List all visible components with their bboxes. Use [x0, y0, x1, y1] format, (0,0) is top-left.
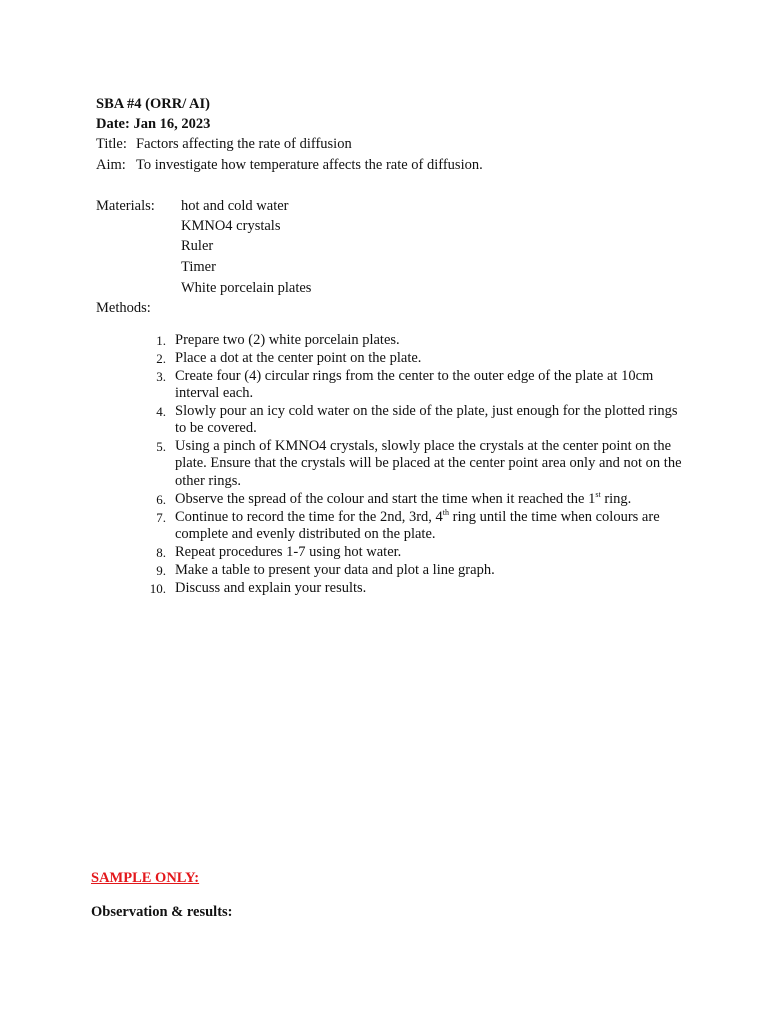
step-text-part: Observe the spread of the colour and start the time when it reached the 1	[175, 490, 596, 507]
method-step	[148, 403, 688, 438]
step-text	[175, 509, 660, 542]
step-text: Using a pinch of KMNO4 crystals, slowly place the crystals at the center point on the plate. Ensure that the crystals will be placed at the center point area only and not on the other rings.	[175, 438, 682, 489]
step-text: Place a dot at the center point on the plate.	[175, 349, 422, 366]
sba-heading: SBA #4 (ORR/ AI)	[96, 96, 211, 112]
step-text	[175, 491, 631, 507]
step-text-part: Continue to record the time for the 2nd, 3rd, 4	[175, 508, 443, 525]
aim-line	[96, 155, 483, 175]
method-step	[148, 438, 688, 490]
materials-label: Materials:	[96, 198, 155, 214]
observation-results-heading: Observation & results:	[91, 904, 233, 920]
title-value: Factors affecting the rate of diffusion	[136, 136, 352, 152]
material-item: hot and cold water	[181, 198, 289, 214]
material-item: Timer	[181, 259, 216, 275]
material-item: Ruler	[181, 238, 214, 254]
step-text: Slowly pour an icy cold water on the side of the plate, just enough for the plotted rings to be covered.	[175, 402, 678, 437]
aim-value: To investigate how temperature affects the rate of diffusion.	[136, 157, 483, 173]
methods-label: Methods:	[96, 300, 151, 316]
method-step	[148, 509, 688, 544]
step-text: Create four (4) circular rings from the center to the outer edge of the plate at 10cm interval each.	[175, 367, 654, 402]
ordinal-superscript: st	[595, 489, 601, 499]
aim-label: Aim:	[96, 157, 126, 173]
method-step	[148, 332, 688, 349]
step-text: Discuss and explain your results.	[175, 579, 367, 596]
step-number: 7.	[156, 509, 166, 525]
method-step	[148, 580, 688, 597]
material-item: White porcelain plates	[181, 280, 312, 296]
step-number: 3.	[156, 368, 166, 384]
step-text: Prepare two (2) white porcelain plates.	[175, 332, 400, 348]
method-step	[148, 491, 688, 508]
method-step	[148, 544, 688, 561]
method-step	[148, 562, 688, 579]
step-number: 10.	[149, 580, 166, 596]
step-number: 5.	[156, 439, 166, 455]
title-label: Title:	[96, 136, 127, 152]
step-number: 2.	[156, 350, 166, 366]
method-step	[148, 350, 688, 367]
material-item: KMNO4 crystals	[181, 218, 281, 234]
step-text-part: ring.	[600, 490, 632, 507]
step-text-part: ring until the time when colours are complete and evenly distributed on the plate.	[175, 508, 660, 542]
ordinal-superscript: th	[442, 507, 450, 517]
methods-list	[148, 332, 688, 597]
step-text: Repeat procedures 1-7 using hot water.	[175, 543, 402, 560]
step-number: 9.	[156, 562, 166, 578]
title-line	[96, 134, 352, 154]
sample-only-label: SAMPLE ONLY:	[91, 870, 200, 886]
date-heading: Date: Jan 16, 2023	[96, 116, 211, 132]
step-number: 1.	[156, 333, 166, 348]
method-step	[148, 368, 688, 403]
step-text: Make a table to present your data and plot a line graph.	[175, 561, 495, 578]
step-number: 6.	[156, 491, 166, 507]
step-number: 8.	[156, 544, 166, 560]
step-number: 4.	[156, 403, 166, 419]
